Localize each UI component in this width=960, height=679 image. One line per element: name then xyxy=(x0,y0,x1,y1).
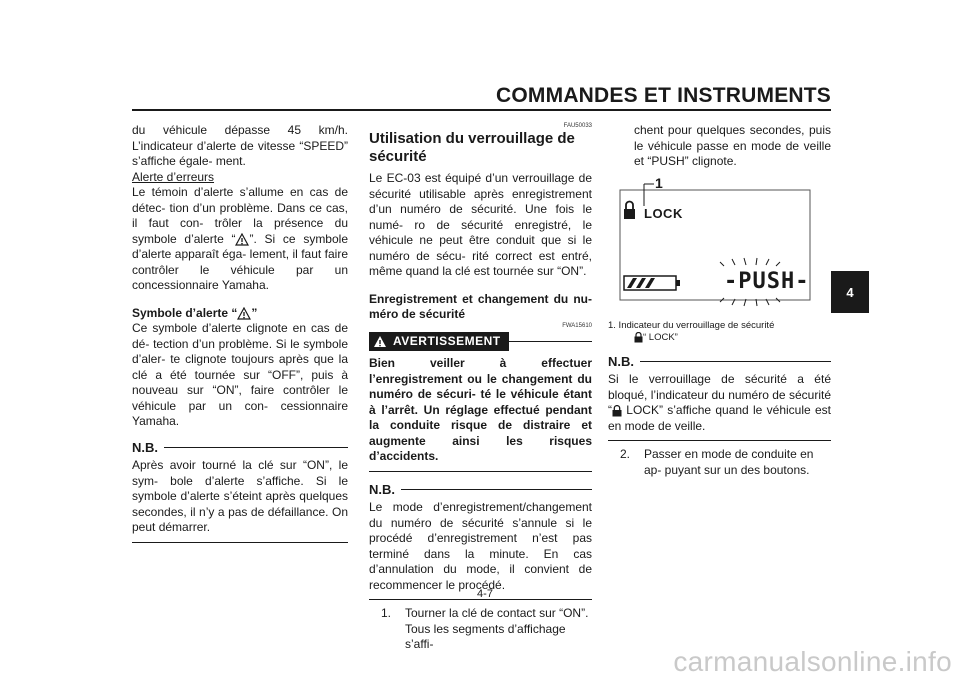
lock-indicator-text: LOCK xyxy=(644,205,683,221)
paragraph-intro: Le EC-03 est équipé d’un verrouillage de sécurité utilisable après enregistrement d’un numéro de sécurité. Une fois le numé- ro de sécurité enregistré, le véhicule ne peut être conduit que si le numéro de sécu- rité correct est entré, même quand la clé est tournée sur “ON”. xyxy=(369,171,592,278)
lock-display-figure xyxy=(608,176,831,316)
chapter-tab[interactable]: 4 xyxy=(831,271,869,313)
note-end-rule xyxy=(132,542,348,543)
warning-text: Bien veiller à effectuer l’enregistrement ou le changement du numéro de sécuri- té le véhicule étant à l’arrêt. Un réglage effectué pendant la conduite risque de distraire et augmente ainsi les risques d’accidents. xyxy=(369,356,592,463)
warning-badge: AVERTISSEMENT xyxy=(369,332,509,352)
column-3 xyxy=(608,123,831,478)
note-end-rule xyxy=(608,440,831,441)
note-header: N.B. xyxy=(132,440,348,456)
section-heading: Utilisation du verrouillage de sécurité xyxy=(369,130,575,165)
paragraph-error: Le témoin d’alerte s’allume en cas de détec- tion d’un problème. Dans ce cas, il faut con- trôler la présence du symbole d’alerte “ ”. Si ce symbole d’alerte apparaît éga- lement, il faut faire contrôler le véhicule par un concessionnaire Yamaha. xyxy=(132,185,348,292)
padlock-icon xyxy=(612,405,622,417)
callout-number: 1 xyxy=(655,174,663,191)
watermark: carmanualsonline.info xyxy=(673,646,952,677)
figure-caption: 1. Indicateur du verrouillage de sécurité xyxy=(608,319,775,331)
warning-end-rule xyxy=(369,471,592,472)
header-divider xyxy=(132,109,831,111)
note-text: Après avoir tourné la clé sur “ON”, le sym- bole d’alerte s’affiche. Si le symbole d’alerte s’éteint après quelques secondes, il n’y a pas de défaillance. On peut démarrer. xyxy=(132,458,348,534)
note-header: N.B. xyxy=(369,482,592,498)
page-number: 4-7 xyxy=(477,588,493,600)
column-1 xyxy=(132,123,348,549)
section-code: FAU50033 xyxy=(563,123,592,129)
paragraph-speed: du véhicule dépasse 45 km/h. L’indicateur d’alerte de vitesse “SPEED” s’affiche égale- ment. xyxy=(132,123,348,168)
column-2 xyxy=(369,123,592,653)
paragraph-step1-cont: chent pour quelques secondes, puis le véhicule passe en mode de veille et “PUSH” clignote. xyxy=(634,123,831,168)
symbol-title: Symbole d’alerte “ ” xyxy=(132,305,258,320)
note-text: Si le verrouillage de sécurité a été bloqué, l’indicateur du numéro de sécurité “ LOCK” s’affiche quand le véhicule est en mode de veille. xyxy=(608,372,831,433)
warning-triangle-icon xyxy=(373,335,387,348)
display-diagram xyxy=(608,176,831,316)
padlock-icon xyxy=(634,332,643,343)
step-2: 2. Passer en mode de conduite en ap- puyant sur un des boutons. xyxy=(620,447,814,477)
warning-code: FWA15610 xyxy=(562,322,592,329)
note-header: N.B. xyxy=(608,354,831,370)
warning-triangle-icon xyxy=(235,233,249,246)
step-1: 1. Tourner la clé de contact sur “ON”. Tous les segments d’affichage s’affi- xyxy=(381,606,589,651)
figure-caption-lock: “ LOCK” xyxy=(608,332,831,344)
paragraph-symbol: Ce symbole d’alerte clignote en cas de dé- tection d’un problème. Si le symbole d’aler- te clignote toujours après que la clé a été tournée sur “OFF”, puis à nouveau sur “ON”, faire contrôler le véhicule par un con- cessionnaire Yamaha. xyxy=(132,321,348,428)
push-indicator-text: -PUSH- xyxy=(724,268,810,294)
note-text: Le mode d’enregistrement/changement du numéro de sécurité s’annule si le procédé d’enregistrement n’est pas terminé dans la minute. En cas d’annulation du mode, il convient de recommencer le procédé. xyxy=(369,500,592,592)
warning-triangle-icon xyxy=(237,307,251,320)
battery-icon xyxy=(624,276,680,290)
section-title: COMMANDES ET INSTRUMENTS xyxy=(496,84,831,107)
sub-heading: Enregistrement et changement du nu- méro de sécurité xyxy=(369,291,592,321)
error-alert-title: Alerte d’erreurs xyxy=(132,169,215,184)
padlock-icon xyxy=(624,201,635,219)
warning-header xyxy=(369,332,592,352)
